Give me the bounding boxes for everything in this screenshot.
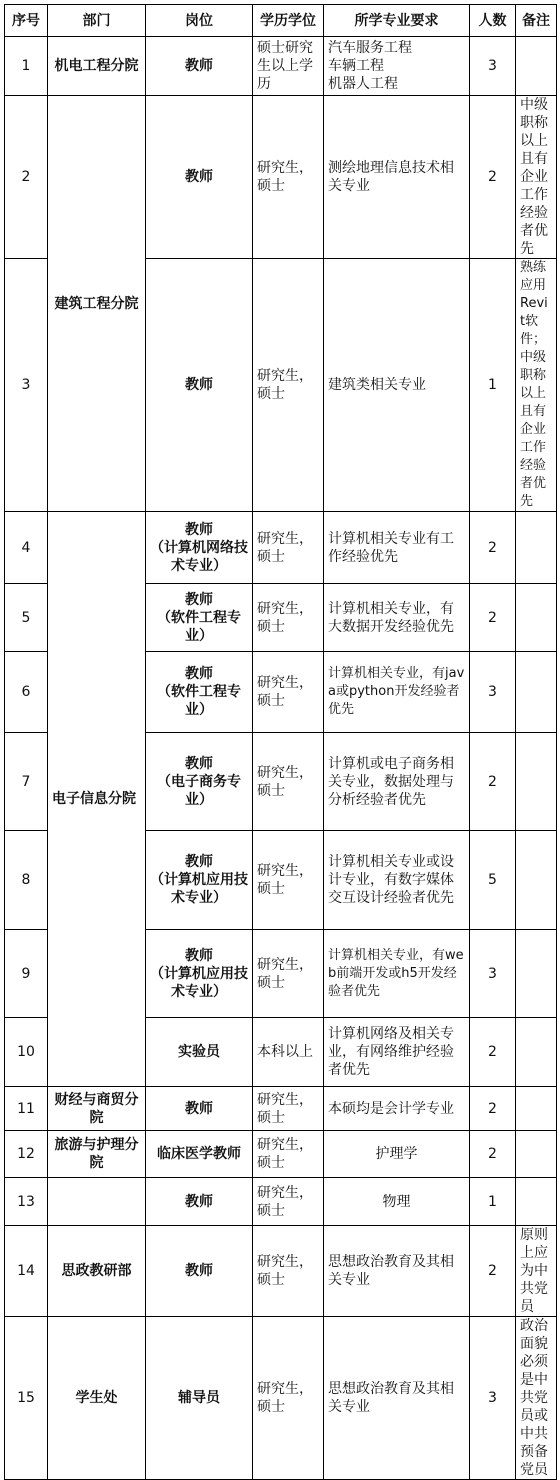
note-cell: 原则上应为中共党员 (516, 1226, 557, 1317)
education-cell: 研究生，硕士 (253, 96, 324, 259)
major-cell: 思想政治教育及其相关专业 (324, 1317, 470, 1480)
major-cell: 计算机网络及相关专业，有网络维护经验者优先 (324, 1018, 470, 1087)
note-cell: 熟练应用Revit软件；中级职称以上且有企业工作经验者优先 (516, 259, 557, 512)
department-cell: 财经与商贸分院 (48, 1087, 146, 1131)
education-cell: 研究生，硕士 (253, 1178, 324, 1226)
header-education: 学历学位 (253, 5, 324, 37)
count-cell: 2 (470, 584, 516, 652)
table-row (5, 1178, 557, 1226)
note-cell (516, 584, 557, 652)
note-cell (516, 1018, 557, 1087)
table-header (5, 5, 557, 37)
major-cell: 计算机相关专业，有java或python开发经验者优先 (324, 652, 470, 733)
header-note: 备注 (516, 5, 557, 37)
major-cell: 汽车服务工程 车辆工程 机器人工程 (324, 37, 470, 96)
note-cell (516, 652, 557, 733)
major-cell: 本硕均是会计学专业 (324, 1087, 470, 1131)
department-cell: 电子信息分院 (48, 512, 146, 1087)
table-row (5, 37, 557, 96)
position-cell: 教师 (146, 37, 253, 96)
note-cell (516, 831, 557, 930)
major-cell: 计算机或电子商务相关专业，数据处理与分析经验者优先 (324, 733, 470, 831)
education-cell: 研究生，硕士 (253, 1317, 324, 1480)
count-cell: 3 (470, 37, 516, 96)
major-cell: 计算机相关专业或设计专业，有数字媒体交互设计经验者优先 (324, 831, 470, 930)
education-cell: 研究生，硕士 (253, 652, 324, 733)
row-number: 7 (5, 733, 48, 831)
education-cell: 研究生，硕士 (253, 512, 324, 584)
position-cell: 辅导员 (146, 1317, 253, 1480)
education-cell: 研究生，硕士 (253, 1087, 324, 1131)
major-cell: 物理 (324, 1178, 470, 1226)
count-cell: 3 (470, 652, 516, 733)
education-cell: 研究生，硕士 (253, 831, 324, 930)
count-cell: 5 (470, 831, 516, 930)
row-number: 4 (5, 512, 48, 584)
position-cell: 教师 (146, 96, 253, 259)
table-row (5, 96, 557, 259)
row-number: 5 (5, 584, 48, 652)
count-cell: 1 (470, 259, 516, 512)
department-cell (48, 1178, 146, 1226)
position-cell: 实验员 (146, 1018, 253, 1087)
position-cell: 教师 （计算机网络技术专业） (146, 512, 253, 584)
major-cell: 计算机相关专业有工作经验优先 (324, 512, 470, 584)
header-no: 序号 (5, 5, 48, 37)
count-cell: 2 (470, 1131, 516, 1178)
count-cell: 3 (470, 930, 516, 1018)
education-cell: 研究生，硕士 (253, 259, 324, 512)
row-number: 2 (5, 96, 48, 259)
position-cell: 教师 (146, 1226, 253, 1317)
note-cell (516, 512, 557, 584)
row-number: 10 (5, 1018, 48, 1087)
position-cell: 教师 （电子商务专业） (146, 733, 253, 831)
major-cell: 计算机相关专业，有web前端开发或h5开发经验者优先 (324, 930, 470, 1018)
row-number: 11 (5, 1087, 48, 1131)
position-cell: 教师 （计算机应用技术专业） (146, 831, 253, 930)
table-row (5, 1317, 557, 1480)
department-cell: 学生处 (48, 1317, 146, 1480)
note-cell (516, 733, 557, 831)
table-row (5, 1226, 557, 1317)
table-row (5, 512, 557, 584)
row-number: 9 (5, 930, 48, 1018)
table-row (5, 1131, 557, 1178)
education-cell: 本科以上 (253, 1018, 324, 1087)
note-cell (516, 37, 557, 96)
recruitment-table (4, 4, 557, 1480)
count-cell: 2 (470, 733, 516, 831)
table-row (5, 1087, 557, 1131)
note-cell (516, 1178, 557, 1226)
row-number: 13 (5, 1178, 48, 1226)
major-cell: 护理学 (324, 1131, 470, 1178)
education-cell: 硕士研究生以上学历 (253, 37, 324, 96)
position-cell: 临床医学教师 (146, 1131, 253, 1178)
row-number: 8 (5, 831, 48, 930)
header-row (5, 5, 557, 37)
position-cell: 教师 （软件工程专业） (146, 652, 253, 733)
education-cell: 研究生，硕士 (253, 733, 324, 831)
row-number: 14 (5, 1226, 48, 1317)
count-cell: 1 (470, 1178, 516, 1226)
education-cell: 研究生，硕士 (253, 584, 324, 652)
count-cell: 2 (470, 512, 516, 584)
education-cell: 研究生，硕士 (253, 1131, 324, 1178)
position-cell: 教师 (146, 1178, 253, 1226)
header-position: 岗位 (146, 5, 253, 37)
note-cell (516, 1087, 557, 1131)
department-cell: 机电工程分院 (48, 37, 146, 96)
note-cell (516, 1131, 557, 1178)
row-number: 12 (5, 1131, 48, 1178)
count-cell: 2 (470, 1087, 516, 1131)
position-cell: 教师 (146, 259, 253, 512)
education-cell: 研究生，硕士 (253, 1226, 324, 1317)
row-number: 15 (5, 1317, 48, 1480)
position-cell: 教师 （软件工程专业） (146, 584, 253, 652)
count-cell: 2 (470, 1018, 516, 1087)
department-cell: 思政教研部 (48, 1226, 146, 1317)
education-cell: 研究生，硕士 (253, 930, 324, 1018)
row-number: 1 (5, 37, 48, 96)
row-number: 6 (5, 652, 48, 733)
position-cell: 教师 (146, 1087, 253, 1131)
count-cell: 2 (470, 1226, 516, 1317)
major-cell: 测绘地理信息技术相关专业 (324, 96, 470, 259)
major-cell: 建筑类相关专业 (324, 259, 470, 512)
count-cell: 2 (470, 96, 516, 259)
note-cell (516, 930, 557, 1018)
recruitment-table-container (4, 4, 557, 1480)
note-cell: 中级职称以上且有企业工作经验者优先 (516, 96, 557, 259)
row-number: 3 (5, 259, 48, 512)
major-cell: 思想政治教育及其相关专业 (324, 1226, 470, 1317)
header-department: 部门 (48, 5, 146, 37)
count-cell: 3 (470, 1317, 516, 1480)
major-cell: 计算机相关专业，有大数据开发经验优先 (324, 584, 470, 652)
note-cell: 政治面貌必须是中共党员或中共预备党员 (516, 1317, 557, 1480)
department-cell: 旅游与护理分院 (48, 1131, 146, 1178)
header-major: 所学专业要求 (324, 5, 470, 37)
department-cell: 建筑工程分院 (48, 96, 146, 512)
position-cell: 教师 （计算机应用技术专业） (146, 930, 253, 1018)
table-body (5, 37, 557, 1480)
header-count: 人数 (470, 5, 516, 37)
